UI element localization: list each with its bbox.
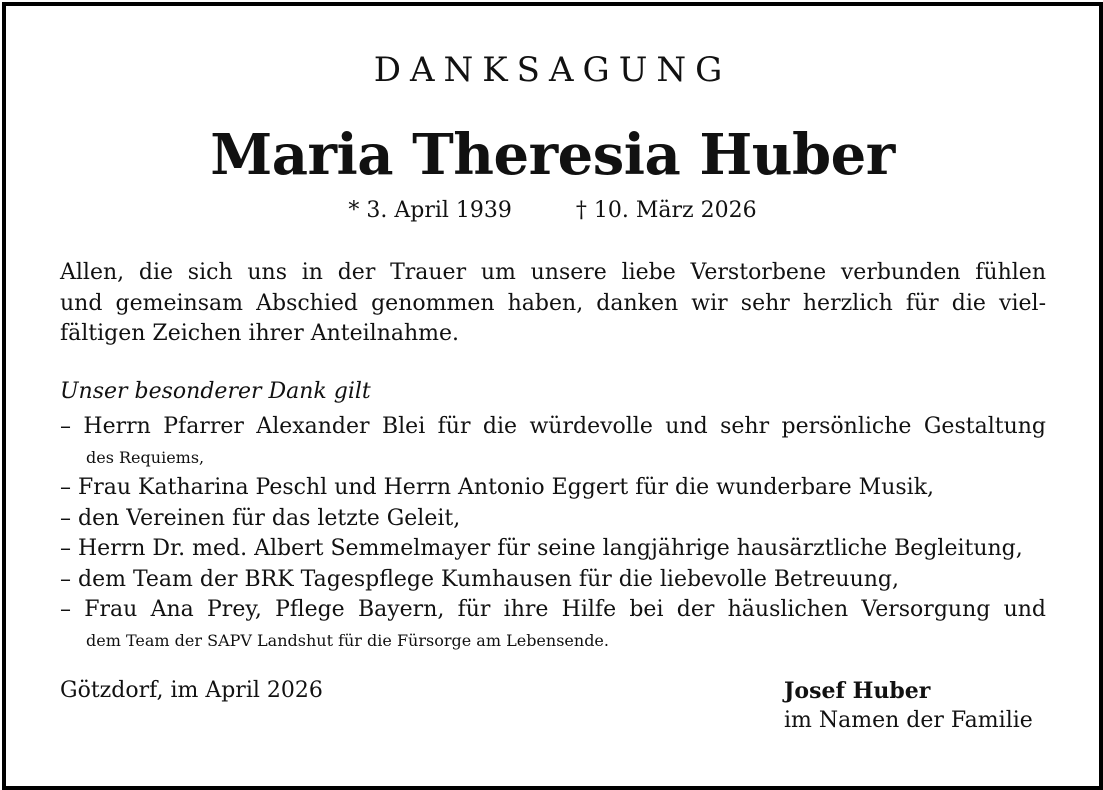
birth-date: * 3. April 1939 [348, 198, 512, 223]
death-date: † 10. März 2026 [575, 198, 757, 223]
thanks-item [60, 534, 1046, 565]
signer-role: im Namen der Familie [784, 708, 1033, 733]
thanks-item [60, 504, 1046, 535]
thanks-item-line: – Frau Ana Prey, Pflege Bayern, für ihre Hilfe bei der häuslichen Versorgung und [60, 597, 1046, 622]
thanks-item-line: – Frau Katharina Peschl und Herrn Antonio Eggert für die wunderbare Musik, [60, 475, 935, 500]
thanks-item-line: – dem Team der BRK Tagespflege Kumhausen für die liebevolle Betreuung, [60, 566, 899, 592]
thanks-list [60, 412, 1046, 656]
signature-block [784, 676, 1033, 736]
thanks-item [60, 565, 1046, 596]
signer-name: Josef Huber [784, 678, 931, 704]
obituary-card [2, 2, 1103, 790]
deceased-name: Maria Theresia Huber [210, 122, 895, 188]
thanks-item-line: – den Vereinen für das letzte Geleit, [60, 505, 461, 531]
thanks-item [60, 473, 1046, 504]
intro-line: Allen, die sich uns in der Trauer um unsere liebe Verstorbene verbunden fühlen [60, 260, 1046, 285]
thanks-item [60, 595, 1046, 656]
thanks-heading: Unser besonderer Dank gilt [60, 379, 371, 404]
thanks-item-line: des Requiems, [86, 447, 205, 467]
intro-paragraph [60, 258, 1046, 350]
life-dates [6, 196, 1099, 226]
thanks-item [60, 412, 1046, 473]
notice-heading: DANKSAGUNG [373, 50, 732, 90]
intro-line: fältigen Zeichen ihrer Anteilnahme. [60, 321, 460, 346]
intro-line: und gemeinsam Abschied genommen haben, danken wir sehr herzlich für die viel- [60, 290, 1046, 316]
thanks-item-line: dem Team der SAPV Landshut für die Fürsorge am Lebensende. [86, 630, 609, 650]
thanks-item-line: – Herrn Pfarrer Alexander Blei für die würdevolle und sehr persönliche Gestaltung [60, 414, 1046, 439]
thanks-item-line: – Herrn Dr. med. Albert Semmelmayer für seine langjährige hausärztliche Begleitung, [60, 536, 1023, 561]
place-date: Götzdorf, im April 2026 [60, 678, 323, 703]
